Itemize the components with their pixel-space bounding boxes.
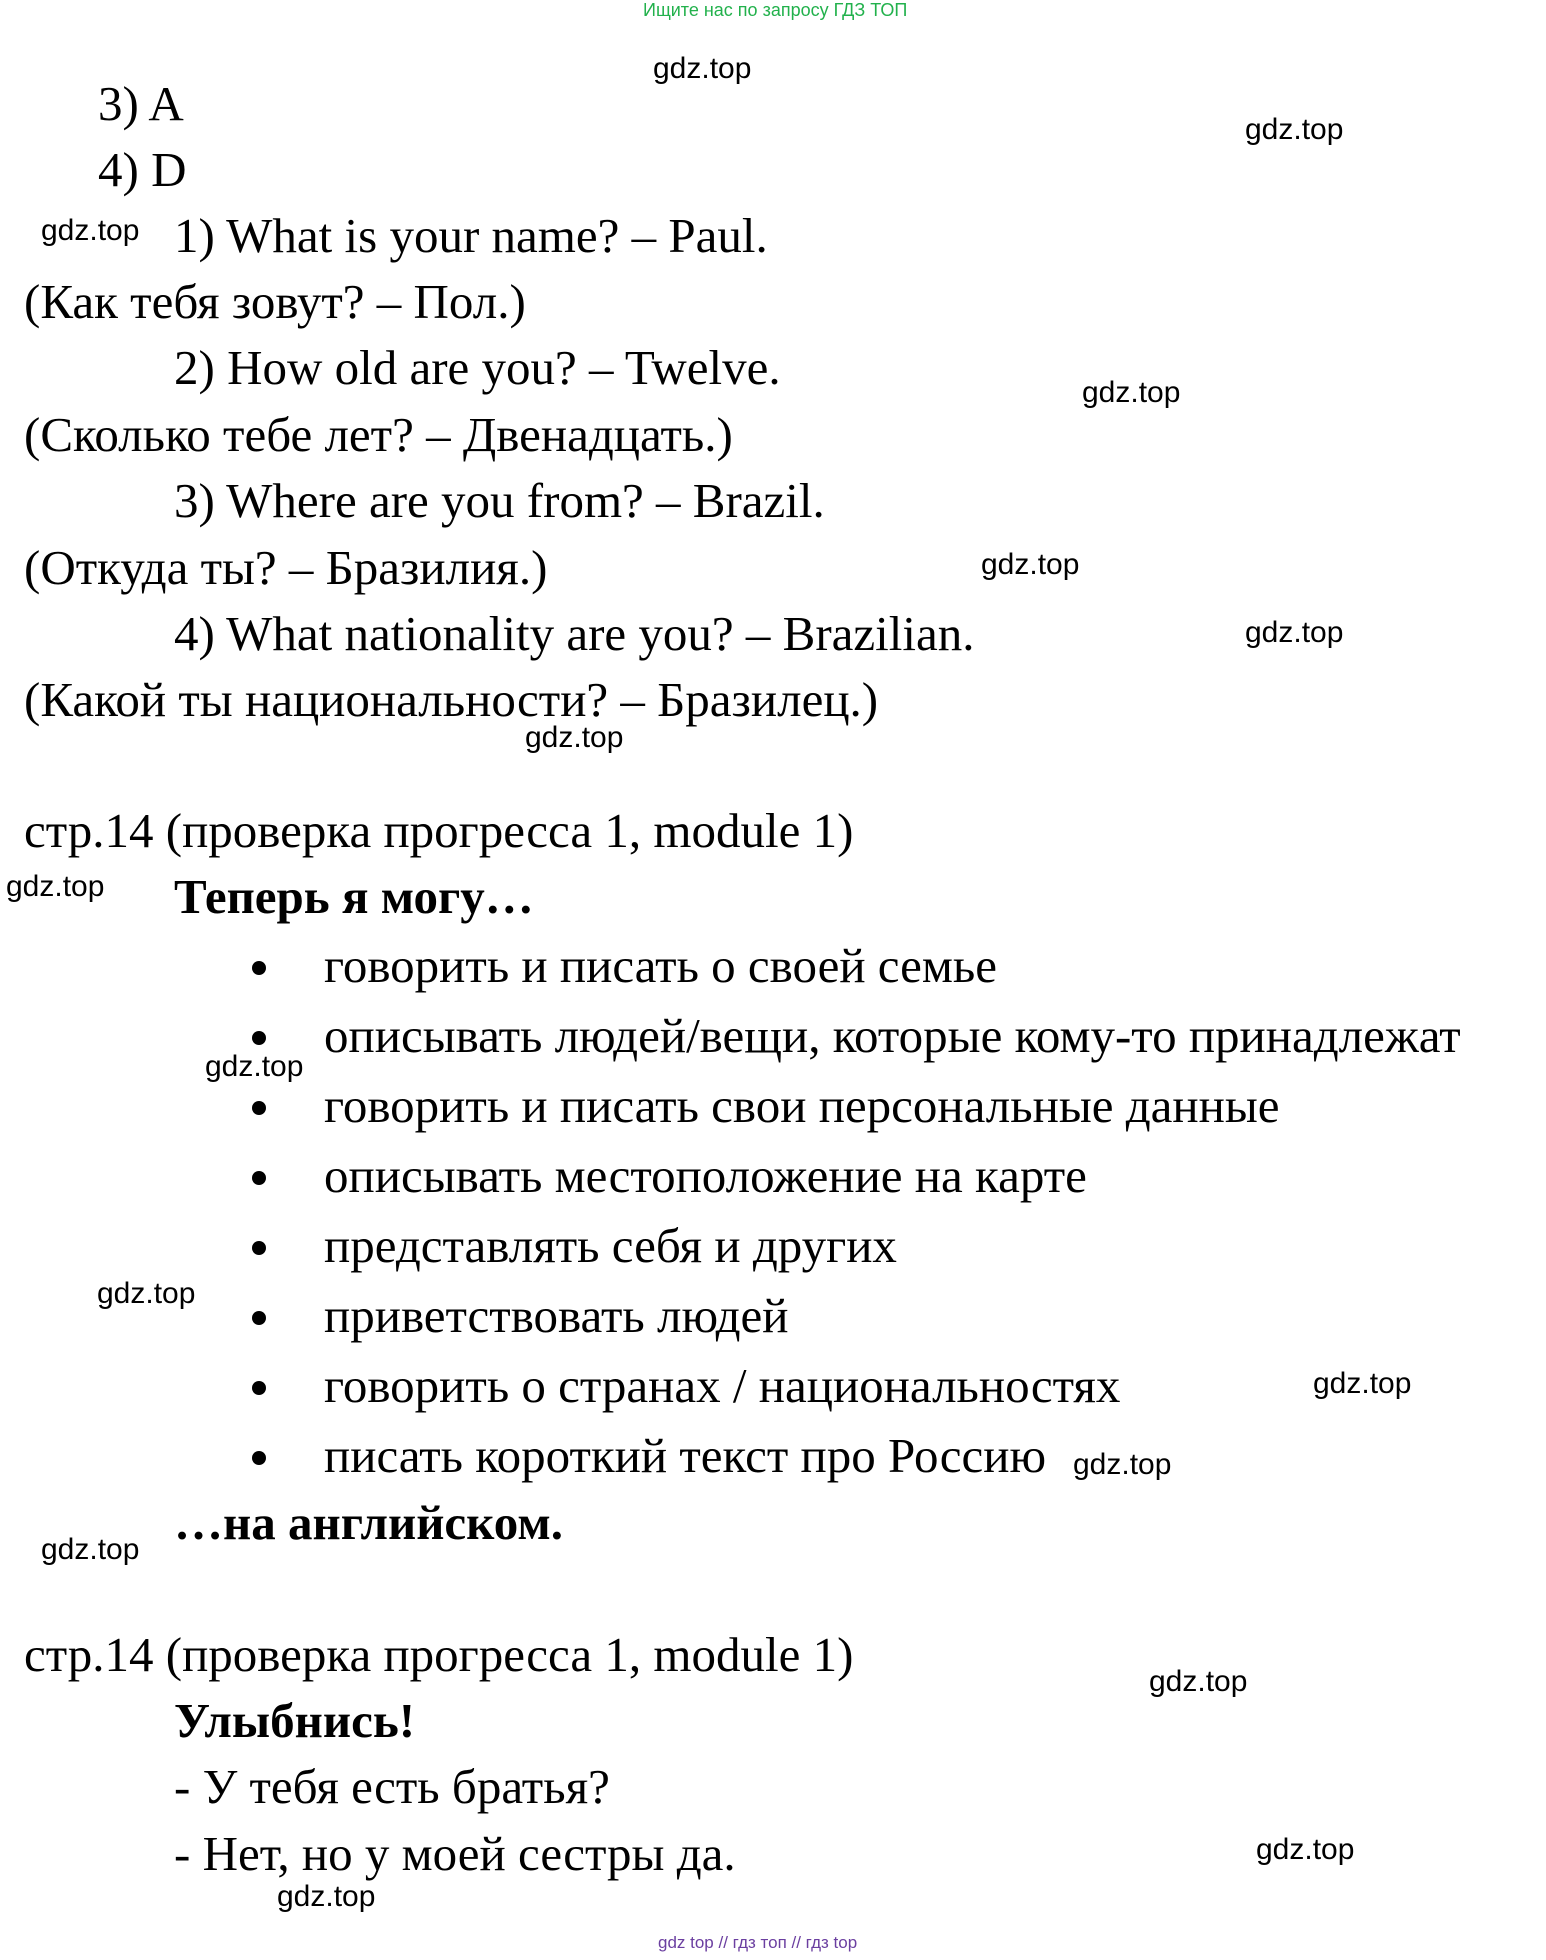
section1-heading: стр.14 (проверка прогресса 1, module 1) <box>24 803 854 858</box>
dialog-ru-3: (Откуда ты? – Бразилия.) <box>24 540 548 595</box>
can-item-4: описывать местоположение на карте <box>324 1148 1087 1203</box>
bullet-icon <box>252 1311 266 1325</box>
watermark: gdz.top <box>1245 113 1344 146</box>
watermark: gdz.top <box>6 870 105 903</box>
dialog-ru-2: (Сколько тебе лет? – Двенадцать.) <box>24 407 733 462</box>
watermark: gdz.top <box>981 548 1080 581</box>
bullet-2 <box>252 1031 266 1050</box>
section1-ending: …на английском. <box>174 1495 563 1550</box>
bullet-icon <box>252 1171 266 1185</box>
watermark: gdz.top <box>41 1533 140 1566</box>
watermark: gdz.top <box>653 52 752 85</box>
section1-title: Теперь я могу… <box>174 869 534 924</box>
watermark: gdz.top <box>1256 1833 1355 1866</box>
watermark: gdz.top <box>41 214 140 247</box>
joke-line-2: - Нет, но у моей сестры да. <box>174 1826 736 1881</box>
section2-title: Улыбнись! <box>174 1693 416 1748</box>
dialog-en-3: 3) Where are you from? – Brazil. <box>174 473 825 528</box>
bottom-banner: gdz top // гдз топ // гдз top <box>658 1933 858 1952</box>
can-item-2: описывать людей/вещи, которые кому-то принадлежат <box>324 1008 1461 1063</box>
dialog-ru-1: (Как тебя зовут? – Пол.) <box>24 274 526 329</box>
bullet-5 <box>252 1241 266 1260</box>
watermark: gdz.top <box>97 1277 196 1310</box>
bullet-6 <box>252 1311 266 1330</box>
top-banner: Ищите нас по запросу ГДЗ ТОП <box>643 0 908 20</box>
watermark: gdz.top <box>1313 1367 1412 1400</box>
bullet-icon <box>252 961 266 975</box>
answer-3: 3) A <box>98 76 184 131</box>
can-item-5: представлять себя и других <box>324 1218 897 1273</box>
bullet-1 <box>252 961 266 980</box>
bullet-icon <box>252 1241 266 1255</box>
dialog-ru-4: (Какой ты национальности? – Бразилец.) <box>24 672 879 727</box>
watermark: gdz.top <box>525 721 624 754</box>
bullet-4 <box>252 1171 266 1190</box>
can-item-6: приветствовать людей <box>324 1288 789 1343</box>
can-item-7: говорить о странах / национальностях <box>324 1358 1121 1413</box>
dialog-en-1: 1) What is your name? – Paul. <box>174 208 768 263</box>
watermark: gdz.top <box>1073 1448 1172 1481</box>
can-item-8: писать короткий текст про Россию <box>324 1428 1047 1483</box>
can-item-3: говорить и писать свои персональные данные <box>324 1078 1280 1133</box>
bullet-3 <box>252 1101 266 1120</box>
can-item-1: говорить и писать о своей семье <box>324 938 997 993</box>
bullet-icon <box>252 1451 266 1465</box>
watermark: gdz.top <box>277 1880 376 1913</box>
joke-line-1: - У тебя есть братья? <box>174 1759 610 1814</box>
watermark: gdz.top <box>1245 616 1344 649</box>
watermark: gdz.top <box>1082 376 1181 409</box>
dialog-en-2: 2) How old are you? – Twelve. <box>174 340 781 395</box>
answer-4: 4) D <box>98 142 187 197</box>
watermark: gdz.top <box>205 1050 304 1083</box>
section2-heading: стр.14 (проверка прогресса 1, module 1) <box>24 1627 854 1682</box>
bullet-7 <box>252 1381 266 1400</box>
watermark: gdz.top <box>1149 1665 1248 1698</box>
bullet-icon <box>252 1031 266 1045</box>
bullet-icon <box>252 1101 266 1115</box>
dialog-en-4: 4) What nationality are you? – Brazilian. <box>174 606 975 661</box>
bullet-8 <box>252 1451 266 1470</box>
bullet-icon <box>252 1381 266 1395</box>
